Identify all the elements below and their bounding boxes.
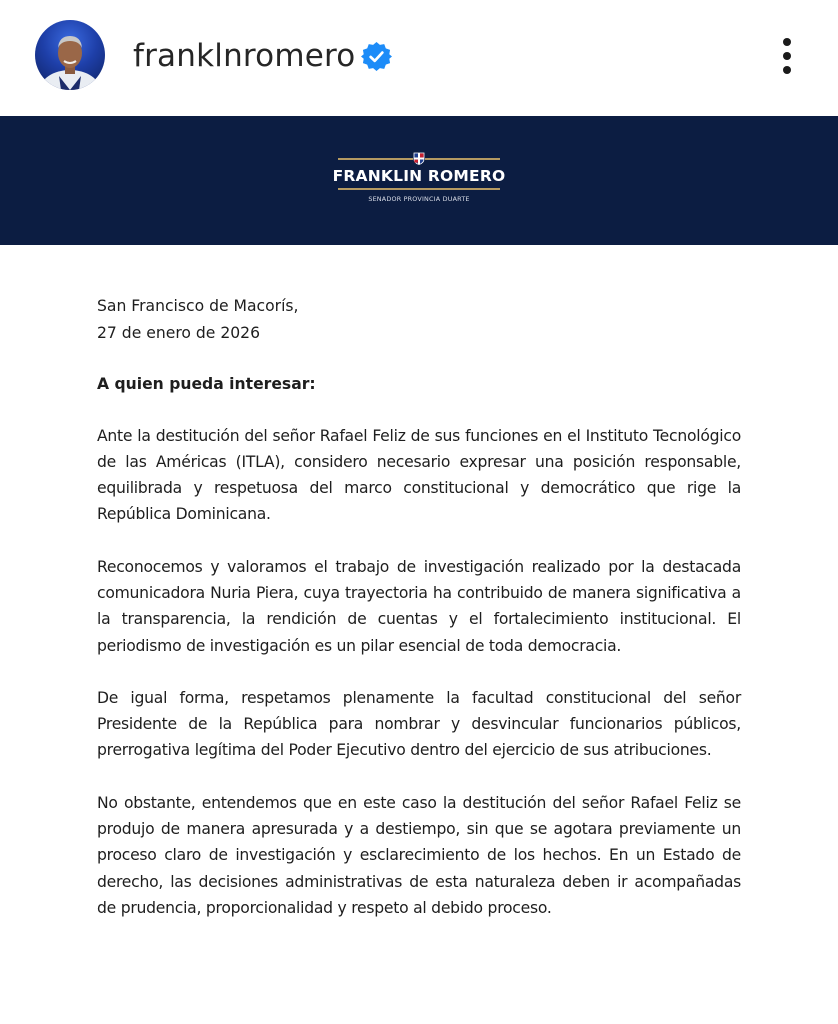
more-options-button[interactable] bbox=[772, 36, 802, 76]
letter-body bbox=[97, 293, 741, 947]
letterhead-logo bbox=[319, 152, 519, 212]
profile-photo-icon bbox=[35, 20, 105, 90]
more-vertical-icon bbox=[783, 66, 791, 74]
letter-salutation: A quien pueda interesar: bbox=[97, 375, 316, 393]
letter-paragraph: De igual forma, respetamos plenamente la facultad constitucional del señor Presidente de la República para nombrar y desvincular funcionarios públicos, prerrogativa legítima del Poder Ejecutivo dentro del ejercicio de sus atribuciones. bbox=[97, 688, 741, 760]
logo-subtitle: SENADOR PROVINCIA DUARTE bbox=[368, 195, 470, 203]
logo-top-row bbox=[338, 152, 500, 165]
letter-paragraph: Ante la destitución del señor Rafael Feliz de sus funciones en el Instituto Tecnológico de las Américas (ITLA), considero necesario expresar una posición responsable, equilibrada y respetuosa del marco constitucional y democrático que rige la República Dominicana. bbox=[97, 426, 741, 524]
letter-paragraph: No obstante, entendemos que en este caso la destitución del señor Rafael Feliz se produjo de manera apresurada y a destiempo, sin que se agotara previamente un proceso claro de investigación y esclarecimiento de los hechos. En un Estado de derecho, las decisiones administrativas de esta naturaleza deben ir acompañadas de prudencia, proporcionalidad y respeto al debido proceso. bbox=[97, 793, 741, 917]
username[interactable]: franklnromero bbox=[133, 38, 356, 74]
place-date-block bbox=[97, 293, 741, 346]
verified-badge-icon bbox=[361, 41, 392, 72]
coat-of-arms-icon bbox=[413, 152, 425, 165]
logo-rule-bottom bbox=[338, 188, 500, 190]
letter-place: San Francisco de Macorís, bbox=[97, 297, 299, 315]
letter-date: 27 de enero de 2026 bbox=[97, 323, 261, 342]
more-vertical-icon bbox=[783, 38, 791, 46]
logo-name: FRANKLIN ROMERO bbox=[332, 167, 506, 185]
letter-paragraph: Reconocemos y valoramos el trabajo de investigación realizado por la destacada comunicadora Nuria Piera, cuya trayectoria ha contribuido de manera significativa a la transparencia, la rendición de cuentas y el fortalecimiento institucional. El periodismo de investigación es un pilar esencial de toda democracia. bbox=[97, 557, 741, 655]
post-header bbox=[0, 0, 838, 116]
more-vertical-icon bbox=[783, 52, 791, 60]
avatar[interactable] bbox=[35, 20, 105, 90]
